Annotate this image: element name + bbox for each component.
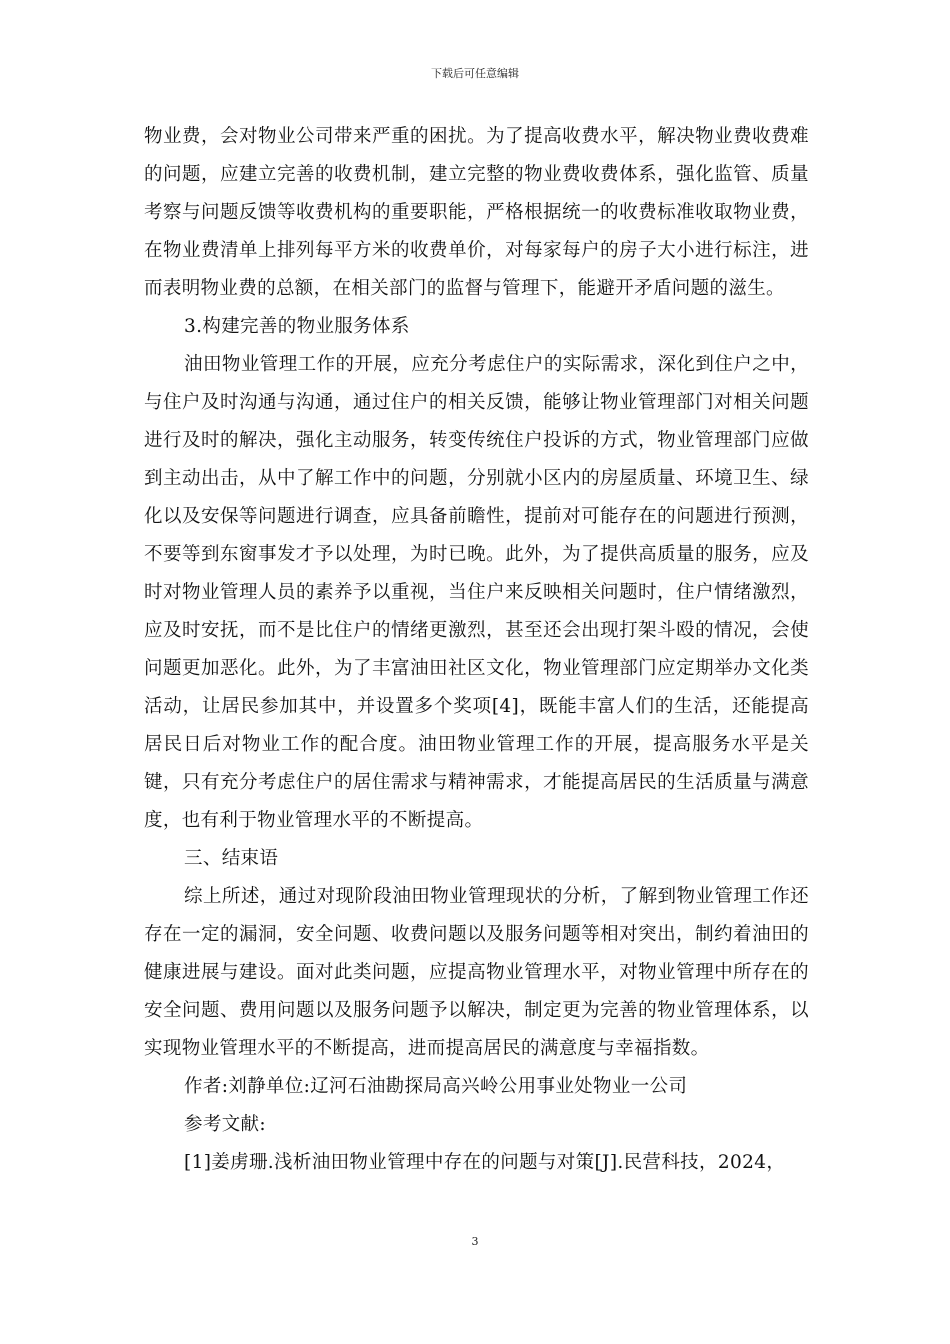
section-heading-conclusion: 三、结束语 [184,848,279,869]
paragraph-fee-system: 物业费，会对物业公司带来严重的困扰。为了提高收费水平，解决物业费收费难的问题，应建立完善的收费机制，建立完整的物业费收费体系，强化监管、质量考察与问题反馈等收费机构的重要职能，严格根据统一的收费标准收取物业费，在物业费清单上排列每平方米的收费单价，对每家每户的房子大小进行标注，进而表明物业费的总额，在相关部门的监督与管理下，能避开矛盾问题的滋生。 [144,126,809,299]
references-heading: 参考文献: [184,1114,266,1135]
reference-item-1: [1]姜虏珊.浅析油田物业管理中存在的问题与对策[J].民营科技，2024， [184,1152,786,1173]
paragraph-service-system: 油田物业管理工作的开展，应充分考虑住户的实际需求，深化到住户之中，与住户及时沟通与沟通，通过住户的相关反馈，能够让物业管理部门对相关问题进行及时的解决，强化主动服务，转变传统住户投诉的方式，物业管理部门应做到主动出击，从中了解工作中的问题，分别就小区内的房屋质量、环境卫生、绿化以及安保等问题进行调查，应具备前瞻性，提前对可能存在的问题进行预测，不要等到东窗事发才予以处理，为时已晚。此外，为了提供高质量的服务，应及时对物业管理人员的素养予以重视，当住户来反映相关问题时，住户情绪激烈，应及时安抚，而不是比住户的情绪更激烈，甚至还会出现打架斗殴的情况，会使问题更加恶化。此外，为了丰富油田社区文化，物业管理部门应定期举办文化类活动，让居民参加其中，并设置多个奖项[4]，既能丰富人们的生活，还能提高居民日后对物业工作的配合度。油田物业管理工作的开展，提高服务水平是关键，只有充分考虑住户的居住需求与精神需求，才能提高居民的生活质量与满意度，也有利于物业管理水平的不断提高。 [144,354,809,831]
page-number: 3 [471,1235,479,1248]
author-line: 作者:刘静单位:辽河石油勘探局高兴岭公用事业处物业一公司 [184,1076,688,1097]
document-body [144,118,809,1182]
paragraph-conclusion: 综上所述，通过对现阶段油田物业管理现状的分析，了解到物业管理工作还存在一定的漏洞，安全问题、收费问题以及服务问题等相对突出，制约着油田的健康进展与建设。面对此类问题，应提高物业管理水平，对物业管理中所存在的安全问题、费用问题以及服务问题予以解决，制定更为完善的物业管理体系，以实现物业管理水平的不断提高，进而提高居民的满意度与幸福指数。 [144,886,809,1059]
page-header: 下载后可任意编辑 [431,67,519,80]
section-heading-service-system: 3.构建完善的物业服务体系 [184,316,410,337]
